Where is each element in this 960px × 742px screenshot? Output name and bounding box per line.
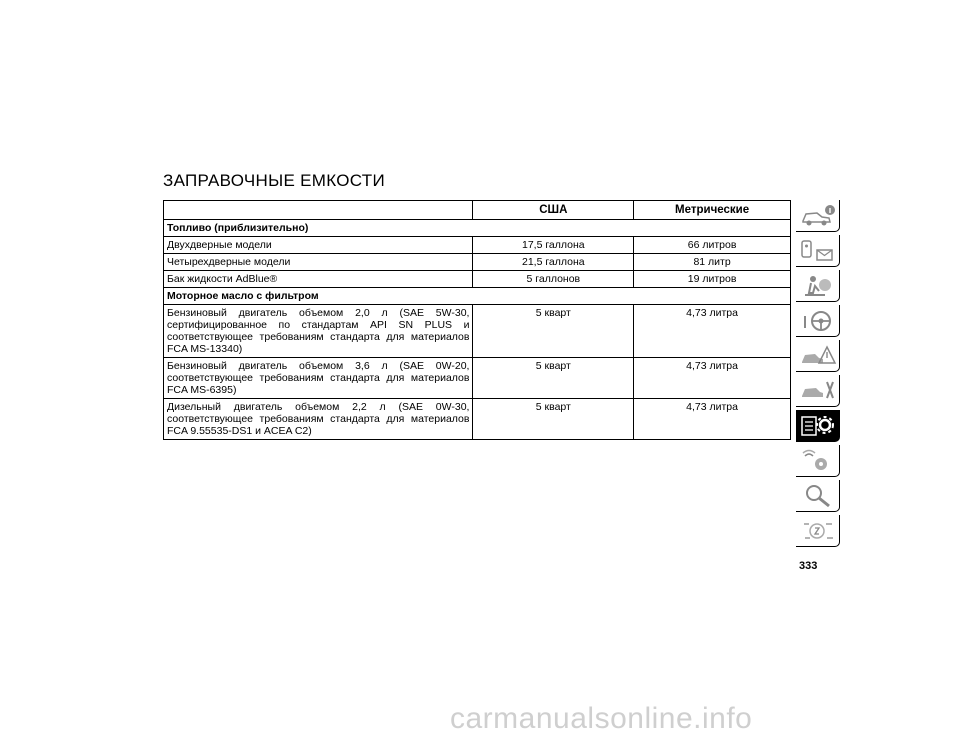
header-metric: Метрические (634, 201, 791, 220)
specifications-gear-icon (799, 413, 837, 439)
row-label: Дизельный двигатель объемом 2,2 л (SAE 0W-30, соответствующее требованиям стандарта для материалов FCA 9.55535-DS1 и ACEA C2) (164, 399, 473, 440)
search-index-icon (799, 483, 837, 509)
row-label: Бак жидкости AdBlue® (164, 271, 473, 288)
row-label: Двухдверные модели (164, 237, 473, 254)
tab-languages[interactable] (796, 515, 840, 547)
row-us: 21,5 галлона (473, 254, 634, 271)
row-metric: 81 литр (634, 254, 791, 271)
table-row (164, 358, 791, 399)
row-metric: 19 литров (634, 271, 791, 288)
section-title-fuel: Топливо (приблизительно) (164, 220, 791, 237)
table-row (164, 237, 791, 254)
row-metric: 66 литров (634, 237, 791, 254)
capacities-table (163, 200, 791, 440)
row-metric: 4,73 литра (634, 399, 791, 440)
row-us: 5 кварт (473, 305, 634, 358)
car-info-icon (799, 203, 837, 229)
tab-keys[interactable] (796, 235, 840, 267)
row-label: Четырехдверные модели (164, 254, 473, 271)
row-label: Бензиновый двигатель объемом 3,6 л (SAE 0W-20, соответствующее требованиям стандарта для материалов FCA MS-6395) (164, 358, 473, 399)
tab-index[interactable] (796, 480, 840, 512)
page-title: ЗАПРАВОЧНЫЕ ЕМКОСТИ (163, 171, 385, 190)
table-header-row (164, 201, 791, 220)
header-label (164, 201, 473, 220)
row-us: 5 кварт (473, 399, 634, 440)
table-row (164, 254, 791, 271)
table-row (164, 305, 791, 358)
section-row (164, 220, 791, 237)
multimedia-phone-icon (799, 448, 837, 474)
section-row (164, 288, 791, 305)
row-metric: 4,73 литра (634, 358, 791, 399)
tab-starting[interactable] (796, 305, 840, 337)
tab-specifications[interactable] (796, 410, 840, 442)
table-row (164, 399, 791, 440)
tab-warnings[interactable] (796, 340, 840, 372)
language-icon (799, 518, 837, 544)
row-us: 5 кварт (473, 358, 634, 399)
tab-multimedia[interactable] (796, 445, 840, 477)
row-us: 5 галлонов (473, 271, 634, 288)
car-warning-icon (799, 343, 837, 369)
tab-car-info[interactable] (796, 200, 840, 232)
header-us: США (473, 201, 634, 220)
row-metric: 4,73 литра (634, 305, 791, 358)
steering-wheel-icon (799, 308, 837, 334)
tab-service[interactable] (796, 375, 840, 407)
airbag-person-icon (799, 273, 837, 299)
row-label: Бензиновый двигатель объемом 2,0 л (SAE 5W-30, сертифицированное по стандартам API SN PLUS и соответствующее требованиям стандарта для материалов FCA MS-13340) (164, 305, 473, 358)
row-us: 17,5 галлона (473, 237, 634, 254)
tab-safety[interactable] (796, 270, 840, 302)
car-service-tools-icon (799, 378, 837, 404)
watermark: carmanualsonline.info (450, 702, 753, 735)
section-title-oil: Моторное масло с фильтром (164, 288, 791, 305)
table-row (164, 271, 791, 288)
car-keys-mail-icon (799, 238, 837, 264)
page-number: 333 (799, 560, 818, 572)
